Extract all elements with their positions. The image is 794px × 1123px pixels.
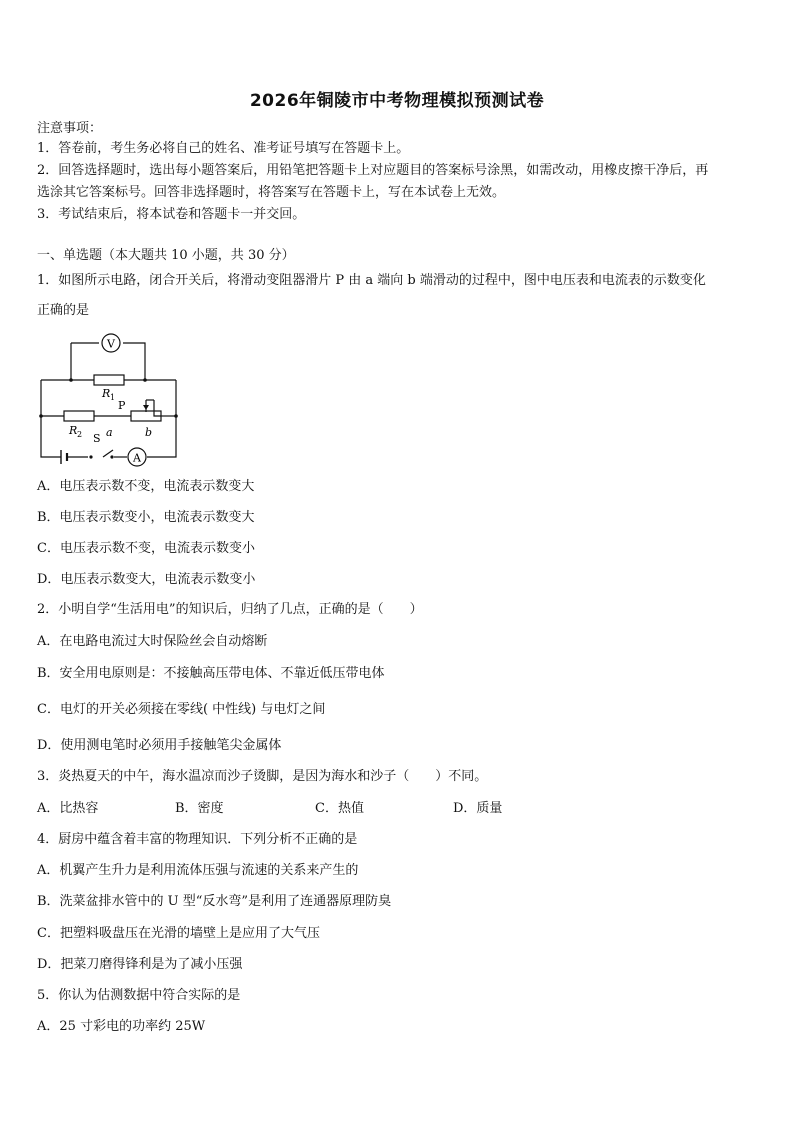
end-a-label: a <box>106 426 113 439</box>
q2-option-d: D．使用测电笔时必须用手接触笔尖金属体 <box>37 738 282 753</box>
q2-option-a: A．在电路电流过大时保险丝会自动熔断 <box>37 634 268 649</box>
q1-option-a: A．电压表示数不变，电流表示数变大 <box>37 479 255 494</box>
q1-option-d: D．电压表示数变大，电流表示数变小 <box>37 572 256 587</box>
circuit-diagram <box>36 330 186 470</box>
notice-heading: 注意事项： <box>37 121 103 136</box>
question-5-stem: 5．你认为估测数据中符合实际的是 <box>37 988 241 1003</box>
question-4-stem: 4．厨房中蕴含着丰富的物理知识．下列分析不正确的是 <box>37 832 358 847</box>
q4-option-a: A．机翼产生升力是利用流体压强与流速的关系来产生的 <box>37 863 359 878</box>
notice-item-2: 2．回答选择题时，选出每小题答案后，用铅笔把答题卡上对应题目的答案标号涂黑，如需改动，用橡皮擦干净后，再 <box>37 163 709 178</box>
r1-subscript: 1 <box>110 393 116 402</box>
switch-s-label: S <box>93 432 101 445</box>
q5-option-a: A．25 寸彩电的功率约 25W <box>37 1019 206 1034</box>
q4-option-c: C．把塑料吸盘压在光滑的墙壁上是应用了大气压 <box>37 926 320 941</box>
question-3-stem: 3．炎热夏天的中午，海水温凉而沙子烫脚，是因为海水和沙子（ ）不同。 <box>37 769 488 784</box>
notice-item-1: 1．答卷前，考生务必将自己的姓名、准考证号填写在答题卡上。 <box>37 141 410 156</box>
q1-option-b: B．电压表示数变小，电流表示数变大 <box>37 510 255 525</box>
q2-option-c: C．电灯的开关必须接在零线( 中性线) 与电灯之间 <box>37 702 326 717</box>
r2-label: R <box>69 424 78 437</box>
q3-option-c: C．热值 <box>315 801 364 816</box>
ammeter-label: A <box>133 451 141 465</box>
section-heading: 一、单选题（本大题共 10 小题，共 30 分） <box>37 248 295 263</box>
q4-option-b: B．洗菜盆排水管中的 U 型“反水弯”是利用了连通器原理防臭 <box>37 894 392 909</box>
voltmeter-label: V <box>107 337 115 351</box>
q1-option-c: C．电压表示数不变，电流表示数变小 <box>37 541 255 556</box>
page-title: 2026年铜陵市中考物理模拟预测试卷 <box>249 91 545 111</box>
r1-label: R <box>102 387 111 400</box>
notice-item-2-continued: 选涂其它答案标号。回答非选择题时，将答案写在答题卡上，写在本试卷上无效。 <box>37 185 506 200</box>
q3-option-a: A．比热容 <box>37 801 99 816</box>
end-b-label: b <box>145 426 153 439</box>
q2-option-b: B．安全用电原则是：不接触高压带电体、不靠近低压带电体 <box>37 666 385 681</box>
notice-item-3: 3．考试结束后，将本试卷和答题卡一并交回。 <box>37 207 306 222</box>
question-1-stem: 1．如图所示电路，闭合开关后，将滑动变阻器滑片 P 由 a 端向 b 端滑动的过程中，图中电压表和电流表的示数变化 <box>37 273 706 288</box>
q3-option-b: B．密度 <box>175 801 224 816</box>
r2-subscript: 2 <box>77 430 83 439</box>
q3-option-d: D．质量 <box>453 801 503 816</box>
slider-p-label: P <box>118 399 126 412</box>
question-1-stem-continued: 正确的是 <box>37 303 90 318</box>
q4-option-d: D．把菜刀磨得锋利是为了减小压强 <box>37 957 243 972</box>
question-2-stem: 2．小明自学“生活用电”的知识后，归纳了几点，正确的是（ ） <box>37 602 423 617</box>
